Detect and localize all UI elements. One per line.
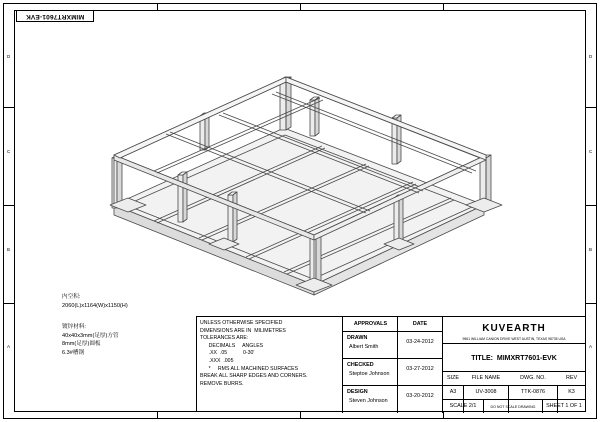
zone-label-left-a: A (7, 344, 11, 349)
inner-volume-value: 2060(L)x1164(W)x1150(H) (62, 302, 128, 309)
zone-tick (443, 3, 444, 10)
design-role: DESIGN (347, 389, 368, 395)
spec-line-8: BREAK ALL SHARP EDGES AND CORNERS. (200, 373, 308, 380)
zone-tick (586, 205, 597, 206)
zone-tick (586, 107, 597, 108)
zone-label-left-c: C (7, 149, 11, 154)
divider (342, 358, 442, 359)
title-block (196, 316, 586, 412)
drawn-role: DRAWN (347, 335, 368, 341)
checked-name: Steptoe Johnson (349, 371, 390, 377)
date-header: DATE (412, 321, 428, 327)
dwgno-header: DWG. NO. (520, 375, 546, 381)
material-line-3: 6.3#槽钢 (62, 349, 85, 356)
sheet-label: SHEET 1 OF 1 (546, 403, 582, 409)
material-title: 镀锌材料: (62, 324, 86, 330)
design-name: Steven Johnson (349, 398, 388, 404)
zone-label-right-d: D (589, 54, 593, 59)
dwgno-value: TTK-0876 (521, 389, 545, 395)
drawn-name: Albert Smith (349, 344, 379, 350)
spec-line-9: REMOVE BURRS. (200, 380, 244, 387)
zone-tick (586, 303, 597, 304)
tolerance-spec (200, 320, 340, 388)
spec-line-4: DECIMALS ANGLES (200, 342, 264, 349)
zone-tick (157, 412, 158, 419)
drawing-title-label: TITLE: (471, 355, 493, 362)
rev-value: K3 (568, 389, 575, 395)
approvals-header: APPROVALS (353, 321, 388, 327)
spec-line-7: * RMS ALL MACHINED SURFACES (200, 365, 299, 372)
design-date: 03-20-2012 (406, 393, 434, 399)
spec-line-5: .XX .05 0-30' (200, 350, 255, 357)
zone-tick (300, 3, 301, 10)
company-address: 9561 WILLIAM CANION DRIVE WEST AUSTIN, TEXAS 98735 USA (462, 337, 566, 341)
checked-role: CHECKED (347, 362, 374, 368)
zone-label-left-b: B (7, 247, 11, 252)
size-header: SIZE (447, 375, 459, 381)
part-number-text: MIMXRT7601-EVK (25, 13, 85, 20)
spec-line-1: UNLESS OTHERWISE SPECIFIED (200, 320, 283, 326)
rev-header: REV (565, 375, 578, 381)
inner-volume-note (62, 293, 128, 310)
zone-label-right-a: A (589, 344, 593, 349)
divider (442, 371, 585, 372)
spec-line-6: .XXX .005 (200, 357, 234, 364)
zone-tick (3, 107, 14, 108)
material-line-1: 40x40x3mm(足厚)方管 (62, 332, 119, 339)
zone-label-right-c: C (589, 149, 593, 154)
zone-label-right-b: B (589, 247, 593, 252)
do-not-scale-note: DO NOT SCALE DRAWING (490, 405, 536, 409)
drawn-date: 03-24-2012 (406, 339, 434, 345)
size-value: A3 (449, 389, 457, 395)
divider (342, 331, 442, 332)
checked-date: 03-27-2012 (406, 366, 434, 372)
zone-tick (443, 412, 444, 419)
zone-tick (300, 412, 301, 419)
spec-line-2: DIMENSIONS ARE IN MILIMETRES (200, 327, 286, 334)
company-name: KUVEARTH (482, 323, 546, 334)
drawing-title-value: MIMXRT7601-EVK (496, 355, 557, 362)
zone-tick (157, 3, 158, 10)
spec-line-3: TOLERANCES ARE: (200, 335, 249, 342)
inner-volume-title: 内空积: (62, 294, 81, 300)
zone-tick (3, 205, 14, 206)
filename-header: FILE NAME (471, 375, 501, 381)
zone-label-left-d: D (7, 54, 11, 59)
drawing-title (443, 355, 585, 362)
zone-tick (3, 303, 14, 304)
divider (342, 385, 442, 386)
material-note (62, 323, 119, 357)
scale-label: SCALE 2/1 (449, 403, 477, 409)
filename-value: UV-3008 (475, 389, 497, 395)
material-line-2: 8mm(足厚)圆板 (62, 341, 101, 347)
